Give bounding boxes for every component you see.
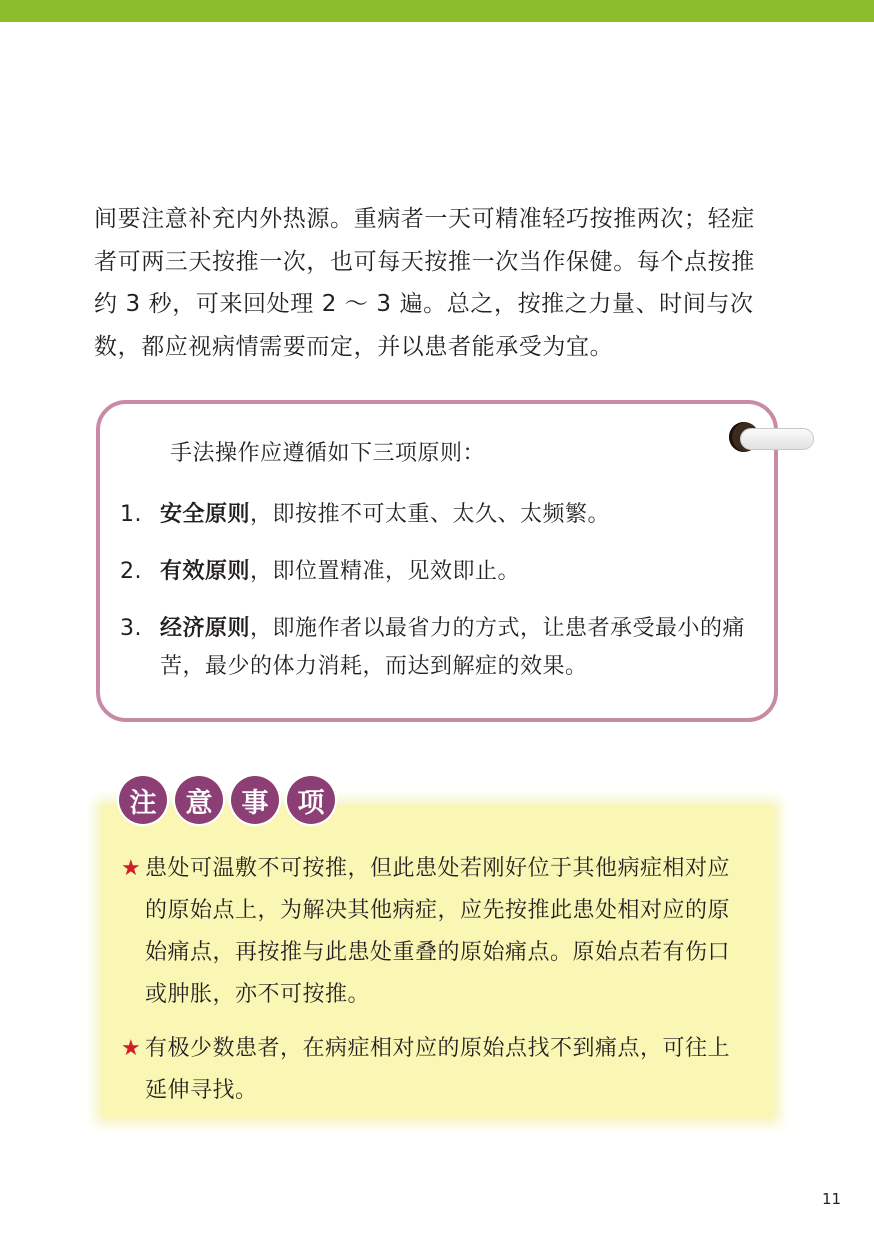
notice-text: 有极少数患者，在病症相对应的原始点找不到痛点，可往上延伸寻找。 [145,1036,731,1103]
principle-item [120,496,760,534]
notice-item [121,848,751,1016]
principle-name: 有效原则 [160,559,251,584]
notice-item [121,1028,751,1112]
notice-text: 患处可温敷不可按推，但此患处若刚好位于其他病症相对应的原始点上，为解决其他病症，应先按推此患处相对应的原始痛点，再按推与此患处重叠的原始痛点。原始点若有伤口或肿胀，亦不可按推。 [145,856,731,1007]
principles-heading: 手法操作应遵循如下三项原则： [170,441,486,466]
principle-number: 2. [120,559,142,584]
notice-title-char: 项 [287,776,335,824]
principle-desc: ，即按推不可太重、太久、太频繁。 [250,502,611,527]
principle-desc: ，即施作者以最省力的方式，让患者承受最小的痛苦，最少的体力消耗，而达到解症的效果。 [160,616,746,679]
principle-item [120,553,760,591]
principle-item [120,610,760,686]
principle-number: 3. [120,616,142,641]
principle-desc: ，即位置精准，见效即止。 [250,559,521,584]
intro-line: 间要注意补充内外热源。重病者一天可精准轻巧按推两次；轻症 [94,206,755,232]
star-icon: ★ [121,1036,142,1061]
principles-list [120,496,760,705]
page-number: 11 [822,1190,842,1208]
principle-number: 1. [120,502,142,527]
intro-line: 约 3 秒，可来回处理 2 ～ 3 遍。总之，按推之力量、时间与次 [94,291,754,317]
intro-paragraph [94,198,784,368]
principle-name: 安全原则 [160,502,251,527]
notice-title-char: 注 [119,776,167,824]
principle-name: 经济原则 [160,616,251,641]
star-icon: ★ [121,856,142,881]
notice-title [119,776,335,824]
binder-ring-icon [740,428,814,450]
intro-line: 者可两三天按推一次，也可每天按推一次当作保健。每个点按推 [94,248,755,275]
notice-title-char: 事 [231,776,279,824]
top-color-bar [0,0,874,22]
notice-title-char: 意 [175,776,223,824]
notice-list [121,848,751,1124]
intro-line: 数，都应视病情需要而定，并以患者能承受为宜。 [94,333,614,360]
